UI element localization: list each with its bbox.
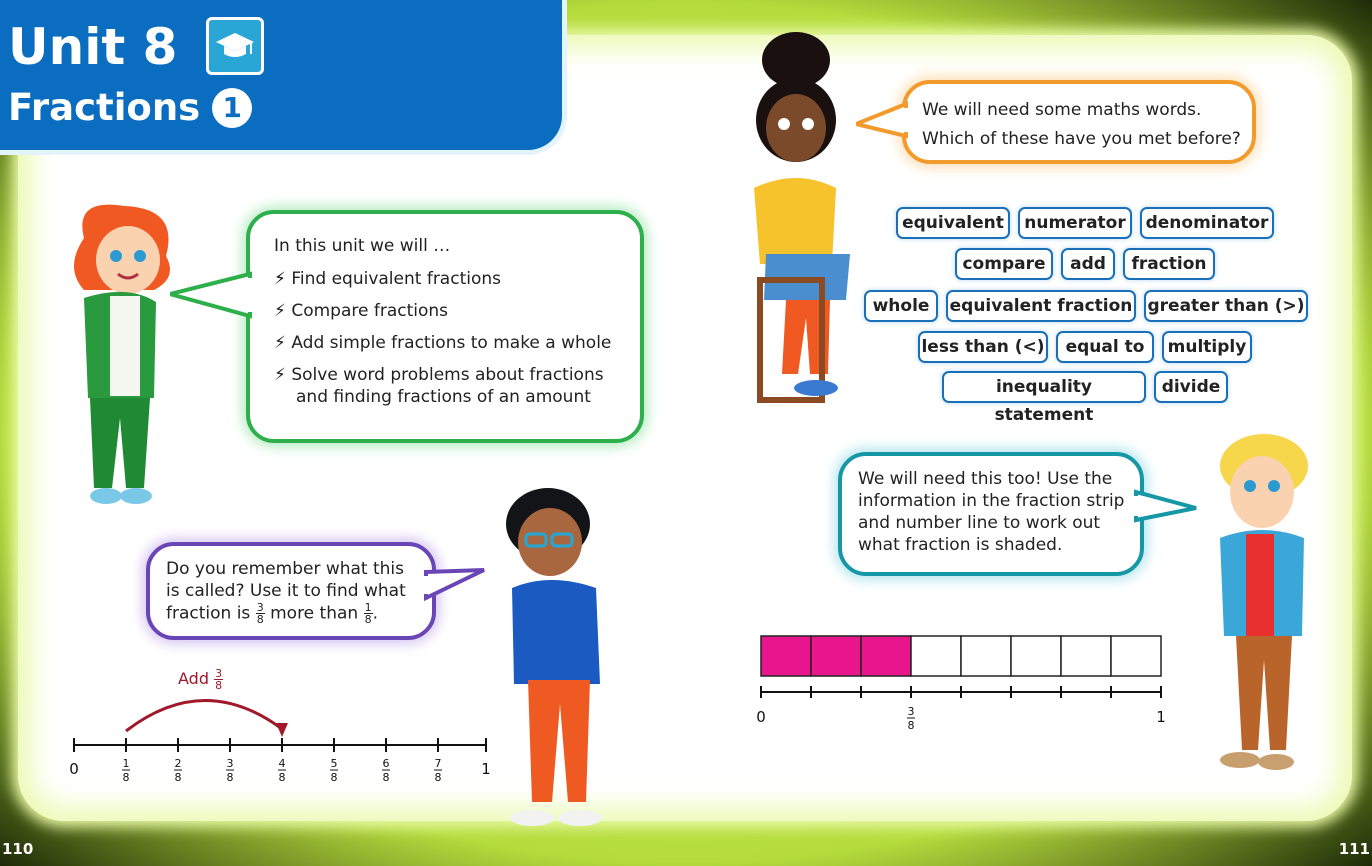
- fraction-three-eighths: [256, 602, 265, 625]
- strip-label-start: 0: [756, 708, 766, 726]
- add-jump-arrow: [126, 700, 282, 731]
- word-tile: denominator: [1140, 207, 1274, 239]
- word-tile: equal to: [1056, 331, 1154, 363]
- word-tile: less than (<): [918, 331, 1048, 363]
- plan-item: [274, 364, 611, 386]
- plan-item-text: Add simple fractions to make a whole: [291, 333, 612, 353]
- add-label: [178, 668, 223, 691]
- numerator: 3: [215, 667, 223, 680]
- word-tile: equivalent: [896, 207, 1010, 239]
- strip-part-shaded: [811, 636, 861, 676]
- tick-label-numerator: 7: [434, 757, 442, 770]
- tick-label-numerator: 5: [330, 757, 338, 770]
- tick-label-end: 1: [481, 760, 491, 778]
- unit-plan-bubble: [246, 210, 644, 443]
- add-text: Add: [178, 669, 209, 688]
- plan-item: [274, 268, 611, 290]
- plan-item: [274, 332, 611, 354]
- strip-label-mark-denominator: 8: [907, 719, 915, 732]
- purple-text-a: fraction is: [166, 603, 251, 624]
- tick-label-denominator: 8: [174, 771, 182, 784]
- plan-item-text: Solve word problems about fractions: [291, 365, 604, 385]
- tick-label-denominator: 8: [434, 771, 442, 784]
- numerator: 1: [364, 601, 372, 614]
- teal-line-1: We will need this too! Use the: [858, 469, 1113, 489]
- add-fraction: [214, 668, 223, 691]
- word-tile: greater than (>): [1144, 290, 1308, 322]
- denominator: 8: [256, 613, 264, 626]
- lightning-icon: ⚡: [274, 301, 286, 321]
- strip-part-shaded: [761, 636, 811, 676]
- strip-label-mark-numerator: 3: [907, 705, 915, 718]
- word-tile: multiply: [1162, 331, 1252, 363]
- topic-text: Fractions: [8, 86, 201, 129]
- purple-line-3: fraction is $\frac{3}{8}$ more than $\frac{1}{8}$ .: [166, 601, 378, 626]
- tick-label-denominator: 8: [226, 771, 234, 784]
- lightning-icon: ⚡: [274, 269, 286, 289]
- fraction-strip: [750, 630, 1170, 740]
- tick-label-denominator: 8: [122, 771, 130, 784]
- word-tile: numerator: [1018, 207, 1132, 239]
- plan-intro: In this unit we will …: [274, 236, 451, 256]
- strip-part: [911, 636, 961, 676]
- page-number-left: 110: [2, 840, 34, 858]
- orange-line-1: We will need some maths words.: [922, 100, 1202, 120]
- word-tile: inequality statement: [942, 371, 1146, 403]
- teal-line-2: information in the fraction strip: [858, 491, 1125, 511]
- purple-bubble-tail: [422, 564, 486, 604]
- number-line-left: [60, 690, 500, 790]
- plan-item-text: Compare fractions: [291, 301, 449, 321]
- girl-braids-character: [746, 28, 862, 406]
- unit-title: Unit 8: [8, 18, 178, 76]
- word-tile: equivalent fraction: [946, 290, 1136, 322]
- unit-header: [0, 0, 562, 150]
- strip-part: [1061, 636, 1111, 676]
- strip-part: [1011, 636, 1061, 676]
- graduation-cap-icon: [206, 17, 264, 75]
- numerator: 3: [256, 601, 264, 614]
- tick-label-denominator: 8: [278, 771, 286, 784]
- fraction-one-eighth: [364, 602, 373, 625]
- teal-line-4: what fraction is shaded.: [858, 535, 1063, 555]
- plan-list: [274, 268, 611, 408]
- strip-part: [961, 636, 1011, 676]
- topic-title: [8, 86, 252, 129]
- teal-bubble-tail: [1132, 486, 1198, 526]
- page-number-right: 111: [1338, 840, 1370, 858]
- tick-label-numerator: 2: [174, 757, 182, 770]
- arrow-head-icon: [276, 723, 288, 737]
- word-tile: whole: [864, 290, 938, 322]
- number-line-question-bubble: [146, 542, 436, 640]
- strip-part-shaded: [861, 636, 911, 676]
- maths-words-bubble: [902, 80, 1256, 164]
- plan-item-text: Find equivalent fractions: [291, 269, 501, 289]
- boy-blond-character: [1206, 430, 1310, 782]
- teal-line-3: and number line to work out: [858, 513, 1101, 533]
- purple-text-b: more than: [270, 603, 359, 624]
- tick-label-numerator: 6: [382, 757, 390, 770]
- tick-label-start: 0: [69, 760, 79, 778]
- plan-item: [274, 300, 611, 322]
- tick-label-numerator: 1: [122, 757, 130, 770]
- purple-line-2: is called? Use it to find what: [166, 581, 406, 601]
- part-number-badge: 1: [212, 88, 252, 128]
- lightning-icon: ⚡: [274, 365, 286, 385]
- orange-bubble-tail: [856, 100, 908, 142]
- word-tile: divide: [1154, 371, 1228, 403]
- lightning-icon: ⚡: [274, 333, 286, 353]
- word-tile: compare: [955, 248, 1053, 280]
- orange-line-2: Which of these have you met before?: [922, 129, 1241, 149]
- fraction-strip-bubble: [838, 452, 1144, 576]
- tick-label-denominator: 8: [330, 771, 338, 784]
- purple-line-1: Do you remember what this: [166, 559, 405, 579]
- plan-item-continuation: and finding fractions of an amount: [296, 387, 591, 407]
- word-tile: fraction: [1123, 248, 1215, 280]
- tick-label-numerator: 3: [226, 757, 234, 770]
- tick-label-denominator: 8: [382, 771, 390, 784]
- tick-label-numerator: 4: [278, 757, 286, 770]
- girl-red-hair-character: [44, 198, 184, 516]
- boy-glasses-character: [492, 484, 612, 836]
- denominator: 8: [364, 613, 372, 626]
- denominator: 8: [215, 679, 223, 692]
- strip-part: [1111, 636, 1161, 676]
- word-tile: add: [1061, 248, 1115, 280]
- strip-label-end: 1: [1156, 708, 1166, 726]
